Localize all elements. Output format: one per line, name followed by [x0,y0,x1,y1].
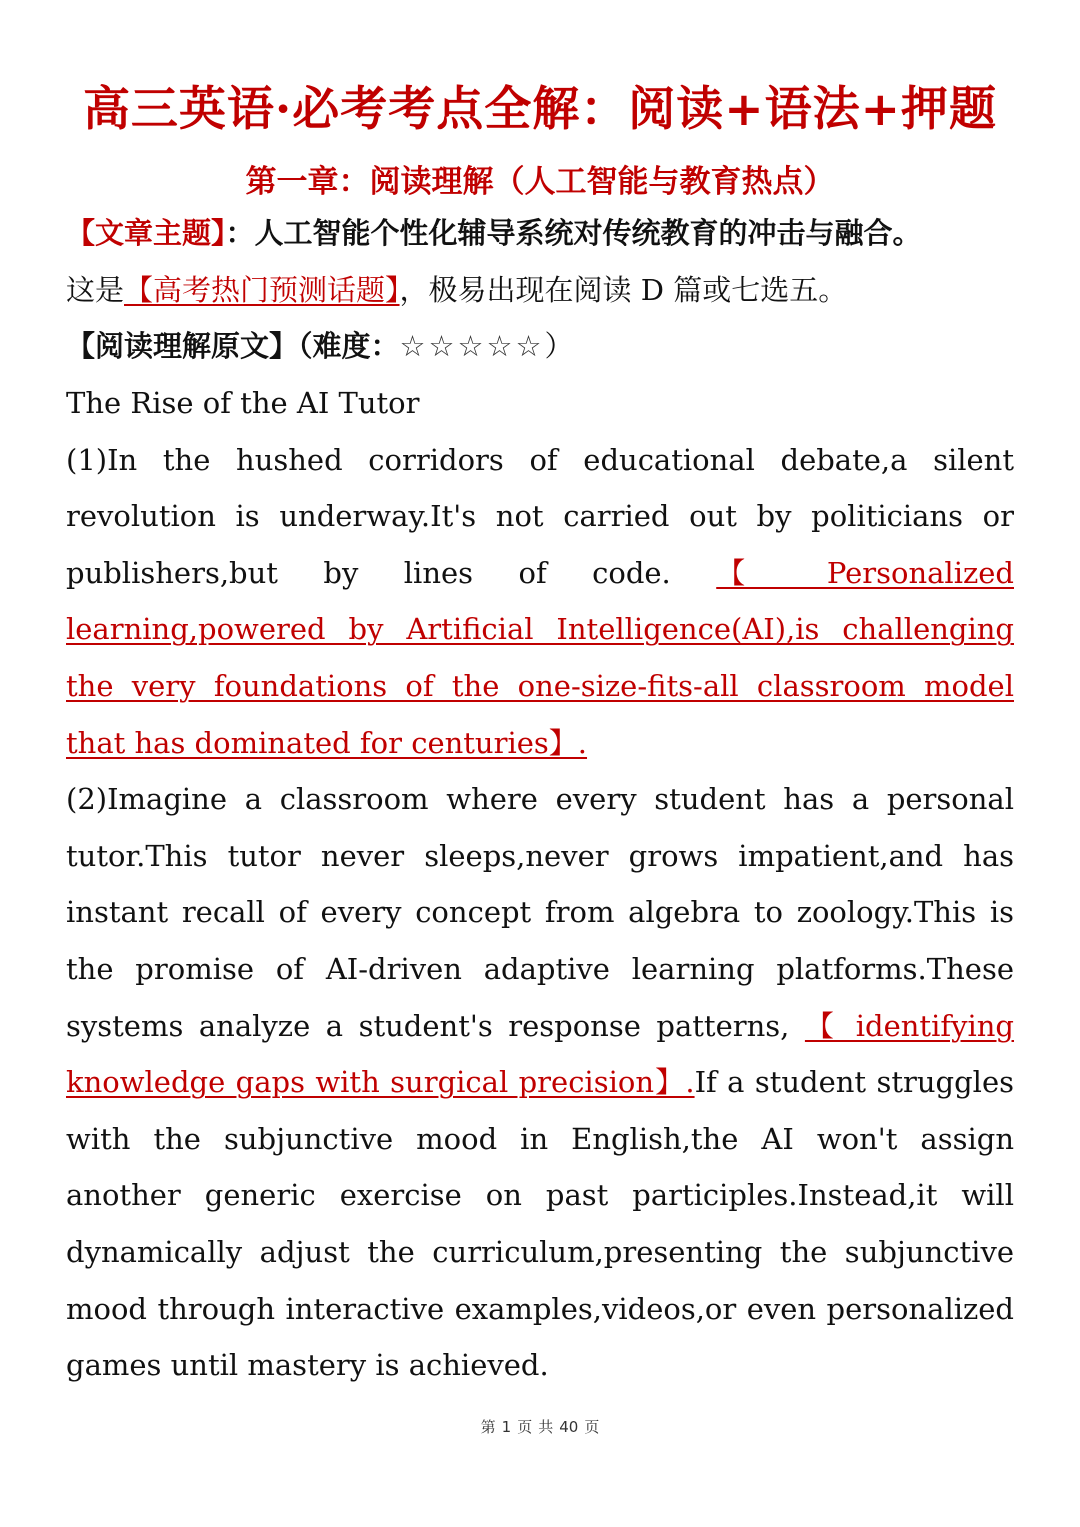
footer-total-unit: 页 [584,1418,600,1436]
theme-label: 【文章主题】 [66,216,226,250]
original-text-line [66,318,1014,375]
theme-line [66,205,1014,262]
paragraph-2 [66,771,1014,1394]
hot-topic-line [66,262,1014,319]
article-title: The Rise of the AI Tutor [66,386,420,420]
difficulty-prefix: （难度： [298,329,400,364]
paragraph-2-end: If a student struggles with the subjunctive mood in English,the AI won't assign another generic exercise on past participles.Instead,it will dynamically adjust the curriculum,presenting the subjunctive mood through interactive examples,videos,or even personalized games until mastery is achieved. [66,1065,1014,1383]
difficulty-suffix: ） [544,329,574,364]
chapter-title: 第一章：阅读理解（人工智能与教育热点） [245,164,835,200]
main-title: 高三英语·必考考点全解：阅读+语法+押题 [82,82,998,137]
footer-page-number: 1 [501,1418,512,1436]
paragraph-2-highlight: 【 identifying knowledge gaps with surgical precision】. [66,1008,1014,1100]
footer-total-word: 共 [538,1418,554,1436]
intro-block [66,205,1014,375]
theme-text: ：人工智能个性化辅导系统对传统教育的冲击与融合。 [225,216,922,250]
paragraph-2-text: (2)Imagine a classroom where every student has a personal tutor.This tutor never sleeps,never grows impatient,and has instant recall of every concept from algebra to zoology.This is the promise of AI-driven adaptive learning platforms.These systems analyze a student's response patterns, [66,782,1014,1043]
difficulty-stars: ☆☆☆☆☆ [399,329,545,364]
hot-topic-prefix: 这是 [66,272,125,307]
page-footer [0,1416,1080,1437]
footer-page-word: 第 [480,1418,496,1436]
article-body [66,375,1014,1394]
footer-total-pages: 40 [559,1418,579,1436]
footer-page-unit: 页 [517,1418,533,1436]
paragraph-1-text: (1)In the hushed corridors of educational debate,a silent revolution is underway.It's not carried out by politicians or publishers,but by lines of code. [66,442,1014,590]
hot-topic-highlight: 【高考热门预测话题】 [124,272,400,307]
original-label: 【阅读理解原文】 [66,329,299,364]
paragraph-1 [66,432,1014,772]
hot-topic-suffix: ，极易出现在阅读 D 篇或七选五。 [399,272,848,307]
paragraph-1-highlight: 【 Personalized learning,powered by Artificial Intelligence(AI),is challenging the very foundations of the one-size-fits-all classroom model that has dominated for centuries】. [66,555,1014,760]
